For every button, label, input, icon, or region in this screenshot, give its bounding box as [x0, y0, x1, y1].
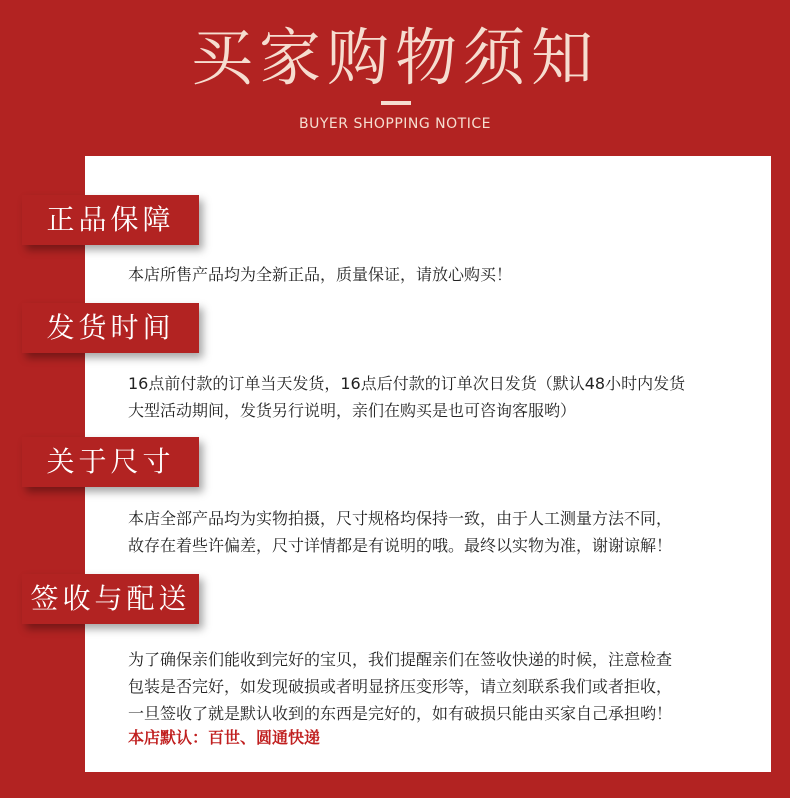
- section-body-delivery: [128, 646, 758, 727]
- title-underline: [381, 101, 411, 105]
- section-body-authentic: [128, 261, 758, 288]
- section-body-size: [128, 505, 758, 559]
- page-subtitle: BUYER SHOPPING NOTICE: [299, 116, 491, 132]
- text-line: 本店所售产品均为全新正品，质量保证，请放心购买！: [128, 265, 513, 284]
- default-courier-note: 本店默认：百世、圆通快递: [128, 728, 321, 747]
- page-title: 买家购物须知: [190, 21, 599, 94]
- text-line: 一旦签收了就是默认收到的东西是完好的，如有破损只能由买家自己承担哟！: [128, 704, 673, 723]
- text-line: 本店全部产品均为实物拍摄，尺寸规格均保持一致，由于人工测量方法不同，: [128, 509, 673, 528]
- section-body-shipping-time: [128, 370, 758, 424]
- text-line: 包装是否完好，如发现破损或者明显挤压变形等，请立刻联系我们或者拒收，: [128, 677, 673, 696]
- section-heading-shipping-time: 发货时间: [22, 303, 199, 353]
- text-line: 大型活动期间，发货另行说明，亲们在购买是也可咨询客服哟）: [128, 401, 577, 420]
- section-heading-delivery: 签收与配送: [22, 574, 199, 624]
- section-heading-authentic: 正品保障: [22, 195, 199, 245]
- text-line: 故存在着些许偏差，尺寸详情都是有说明的哦。最终以实物为准，谢谢谅解！: [128, 536, 673, 555]
- text-line: 16点前付款的订单当天发货，16点后付款的订单次日发货（默认48小时内发货: [128, 374, 686, 393]
- text-line: 为了确保亲们能收到完好的宝贝，我们提醒亲们在签收快递的时候，注意检查: [128, 650, 673, 669]
- section-heading-size: 关于尺寸: [22, 437, 199, 487]
